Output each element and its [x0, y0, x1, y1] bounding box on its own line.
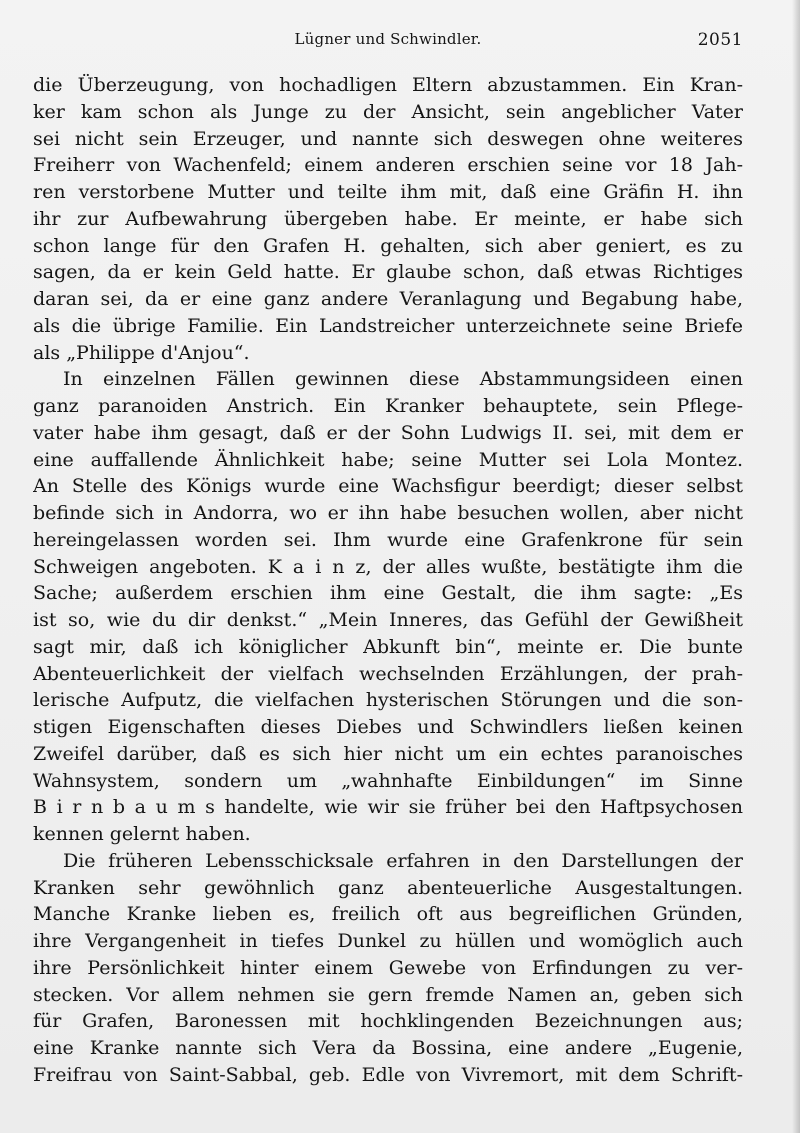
page-number: 2051	[697, 30, 743, 50]
text-line: Wahnsystem, sondern um „wahnhafte Einbildungen“ im Sinne	[33, 769, 743, 792]
page-header	[33, 30, 743, 58]
text-line: befinde sich in Andorra, wo er ihn habe besuchen wollen, aber nicht	[33, 502, 743, 524]
text-line: schon lange für den Grafen H. gehalten, sich aber geniert, es zu	[33, 234, 743, 257]
text-line: ren verstorbene Mutter und teilte ihm mit, daß eine Gräfin H. ihn	[33, 181, 743, 203]
running-title: Lügner und Schwindler.	[294, 30, 482, 48]
text-line: Abenteuerlichkeit der vielfach wechselnden Erzählungen, der prah-	[33, 662, 743, 685]
page-edge-shadow	[792, 0, 800, 1133]
paragraph-end-line: kennen gelernt haben.	[33, 823, 251, 845]
text-line: Kranken sehr gewöhnlich ganz abenteuerliche Ausgestaltungen.	[33, 876, 743, 899]
text-line: ihr zur Aufbewahrung übergeben habe. Er meinte, er habe sich	[33, 207, 743, 230]
text-line: Freiherr von Wachenfeld; einem anderen erschien seine vor 18 Jah-	[33, 154, 743, 177]
text-line: eine Kranke nannte sich Vera da Bossina, eine andere „Eugenie,	[33, 1037, 743, 1059]
text-line: ganz paranoiden Anstrich. Ein Kranker behauptete, sein Pflege-	[33, 395, 743, 417]
text-line: sagen, da er kein Geld hatte. Er glaube schon, daß etwas Richtiges	[33, 261, 743, 284]
text-line: Zweifel darüber, daß es sich hier nicht um ein echtes paranoisches	[33, 742, 743, 765]
text-line: An Stelle des Königs wurde eine Wachsfigur beerdigt; dieser selbst	[33, 475, 743, 498]
text-line: stigen Eigenschaften dieses Diebes und Schwindlers ließen keinen	[33, 716, 743, 738]
text-line: Freifrau von Saint-Sabbal, geb. Edle von Vivremort, mit dem Schrift-	[33, 1063, 743, 1086]
text-line: für Grafen, Baronessen mit hochklingenden Bezeichnungen aus;	[33, 1010, 743, 1033]
text-line: die Überzeugung, von hochadligen Eltern abzustammen. Ein Kran-	[33, 74, 743, 96]
text-line: hereingelassen worden sei. Ihm wurde eine Grafenkrone für sein	[33, 528, 743, 551]
text-line: ist so, wie du dir denkst.“ „Mein Inneres, das Gefühl der Gewißheit	[33, 609, 743, 631]
text-line: als die übrige Familie. Ein Landstreicher unterzeichnete seine Briefe	[33, 314, 743, 337]
text-line: ihre Persönlichkeit hinter einem Gewebe von Erfindungen zu ver-	[33, 956, 743, 979]
paragraph-first-line: In einzelnen Fällen gewinnen diese Abstammungsideen einen	[63, 368, 743, 391]
text-line: vater habe ihm gesagt, daß er der Sohn Ludwigs II. sei, mit dem er	[33, 421, 743, 444]
text-line: Sache; außerdem erschien ihm eine Gestalt, die ihm sagte: „Es	[33, 582, 743, 605]
text-line: sei nicht sein Erzeuger, und nannte sich deswegen ohne weiteres	[33, 127, 743, 150]
paragraph-first-line: Die früheren Lebensschicksale erfahren in den Darstellungen der	[63, 849, 743, 872]
text-line: sagt mir, daß ich königlicher Abkunft bin“, meinte er. Die bunte	[33, 635, 743, 658]
paragraph-end-line: als „Philippe d'Anjou“.	[33, 341, 250, 364]
text-line: eine auffallende Ähnlichkeit habe; seine Mutter sei Lola Montez.	[33, 448, 743, 471]
text-line: Manche Kranke lieben es, freilich oft aus begreiflichen Gründen,	[33, 903, 743, 926]
text-line: lerische Aufputz, die vielfachen hysterischen Störungen und die son-	[33, 689, 743, 712]
text-line: ker kam schon als Junge zu der Ansicht, sein angeblicher Vater	[33, 100, 743, 123]
text-line: daran sei, da er eine ganz andere Veranlagung und Begabung habe,	[33, 288, 743, 310]
body-text	[33, 72, 743, 1089]
text-line: stecken. Vor allem nehmen sie gern fremde Namen an, geben sich	[33, 983, 743, 1006]
text-line: B i r n b a u m s handelte, wie wir sie früher bei den Haftpsychosen	[33, 796, 743, 819]
text-line: ihre Vergangenheit in tiefes Dunkel zu hüllen und womöglich auch	[33, 930, 743, 952]
text-line: Schweigen angeboten. K a i n z, der alles wußte, bestätigte ihm die	[33, 555, 743, 578]
